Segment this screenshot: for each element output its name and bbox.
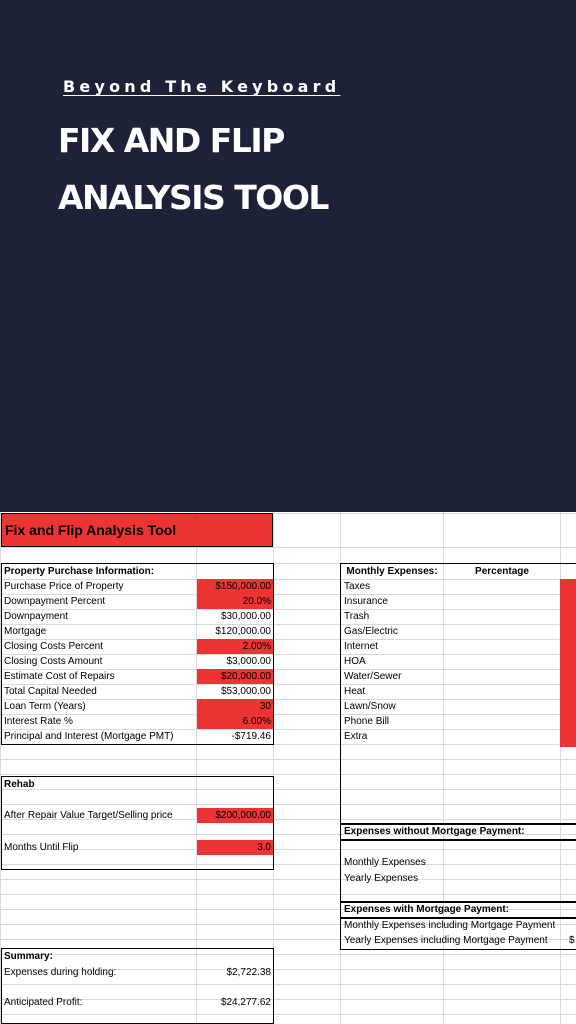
monthly-expenses-label: Monthly Expenses	[344, 857, 426, 868]
brand-name: Beyond The Keyboard	[63, 77, 341, 96]
monthly-expense-item: Trash	[344, 611, 370, 622]
purchase-row-value[interactable]: $30,000.00	[220, 611, 271, 622]
monthly-expense-item: Gas/Electric	[344, 626, 398, 637]
title-line-1: FIX AND FLIP	[58, 121, 284, 160]
title-line-2: ANALYSIS TOOL	[58, 178, 328, 217]
holding-value[interactable]: $2,722.38	[226, 967, 271, 978]
purchase-row-value[interactable]: $20,000.00	[197, 669, 273, 684]
arv-label: After Repair Value Target/Selling price	[4, 810, 173, 821]
purchase-row-value[interactable]: -$719.46	[231, 731, 271, 742]
monthly-expense-item: Lawn/Snow	[344, 701, 396, 712]
rehab-header: Rehab	[4, 779, 35, 790]
monthly-expense-item: HOA	[344, 656, 366, 667]
arv-value[interactable]: $200,000.00	[197, 808, 273, 823]
with-mortgage-header: Expenses with Mortgage Payment:	[344, 904, 510, 915]
months-value[interactable]: 3.0	[197, 840, 273, 855]
profit-value[interactable]: $24,277.62	[220, 997, 271, 1008]
summary-header: Summary:	[4, 951, 53, 962]
purchase-row-label: Closing Costs Amount	[4, 656, 103, 667]
purchase-row-value[interactable]: 6.00%	[197, 714, 273, 729]
sheet-title[interactable]: Fix and Flip Analysis Tool	[1, 513, 273, 547]
purchase-header: Property Purchase Information:	[4, 566, 155, 577]
purchase-row-label: Interest Rate %	[4, 716, 73, 727]
page-title	[58, 112, 328, 226]
purchase-row-label: Total Capital Needed	[4, 686, 97, 697]
holding-label: Expenses during holding:	[4, 967, 117, 978]
monthly-expense-item: Heat	[344, 686, 366, 697]
purchase-row-label: Mortgage	[4, 626, 47, 637]
purchase-row-label: Loan Term (Years)	[4, 701, 86, 712]
monthly-expense-item: Phone Bill	[344, 716, 390, 727]
spreadsheet	[0, 512, 576, 1024]
without-mortgage-header: Expenses without Mortgage Payment:	[344, 826, 525, 837]
purchase-row-value[interactable]: $3,000.00	[226, 656, 271, 667]
purchase-row-label: Estimate Cost of Repairs	[4, 671, 115, 682]
purchase-row-label: Closing Costs Percent	[4, 641, 103, 652]
purchase-row-value[interactable]: $120,000.00	[215, 626, 271, 637]
monthly-expense-item: Water/Sewer	[344, 671, 402, 682]
purchase-row-value[interactable]: $150,000.00	[197, 579, 273, 594]
purchase-row-label: Downpayment	[4, 611, 68, 622]
purchase-row-label: Downpayment Percent	[4, 596, 106, 607]
yearly-with-mortgage-value[interactable]: $	[569, 935, 575, 946]
purchase-row-label: Purchase Price of Property	[4, 581, 124, 592]
yearly-with-mortgage-label: Yearly Expenses including Mortgage Payment	[344, 935, 548, 946]
percentage-header: Percentage	[475, 566, 529, 577]
profit-label: Anticipated Profit:	[4, 997, 83, 1008]
monthly-expense-item: Insurance	[344, 596, 388, 607]
purchase-row-value[interactable]: 2.00%	[197, 639, 273, 654]
monthly-expense-item: Internet	[344, 641, 378, 652]
monthly-with-mortgage-label: Monthly Expenses including Mortgage Payment	[344, 920, 556, 931]
purchase-row-value[interactable]: 20.0%	[197, 594, 273, 609]
yearly-expenses-label: Yearly Expenses	[344, 873, 419, 884]
months-label: Months Until Flip	[4, 842, 79, 853]
purchase-row-label: Principal and Interest (Mortgage PMT)	[4, 731, 174, 742]
monthly-expense-item: Extra	[344, 731, 368, 742]
purchase-row-value[interactable]: $53,000.00	[220, 686, 271, 697]
monthly-header: Monthly Expenses:	[346, 566, 438, 577]
percentage-input-column[interactable]	[560, 579, 576, 747]
purchase-row-value[interactable]: 30	[197, 699, 273, 714]
monthly-expense-item: Taxes	[344, 581, 371, 592]
